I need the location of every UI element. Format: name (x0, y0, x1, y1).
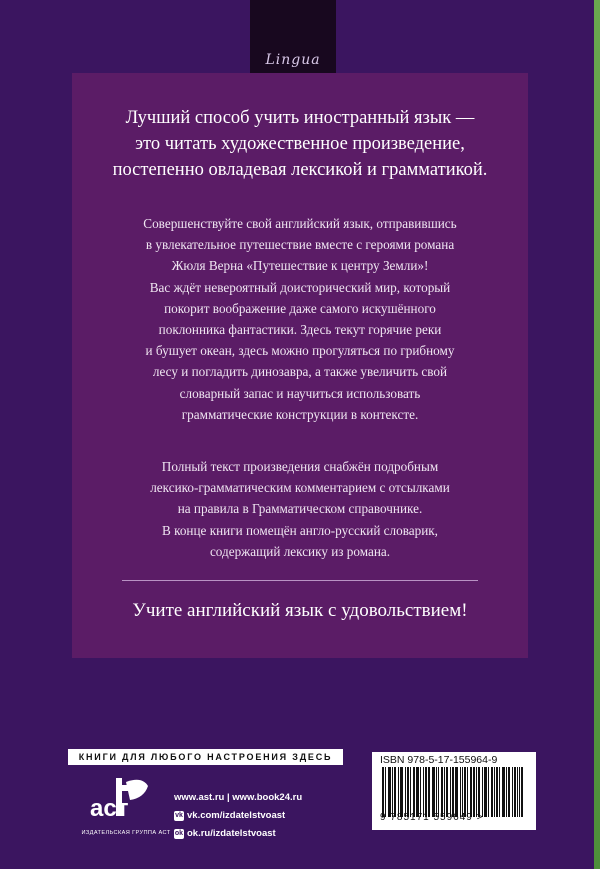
barcode-bar (464, 767, 465, 817)
divider (122, 580, 478, 581)
body-line: Вас ждёт невероятный доисторический мир, который (149, 279, 451, 295)
barcode-bar (410, 767, 411, 817)
barcode-bar (506, 767, 507, 817)
barcode-bar (432, 767, 433, 817)
barcode-bar (467, 767, 468, 817)
barcode-bar (473, 767, 474, 817)
vk-icon: vk (175, 812, 183, 819)
barcode-bar (482, 767, 483, 817)
barcode-bar (515, 767, 516, 817)
barcode-bar (414, 767, 415, 817)
body-line: Полный текст произведения снабжён подробным (161, 459, 439, 474)
description-paragraph-2 (0, 456, 600, 562)
barcode-bar (517, 767, 518, 817)
barcode-icon (382, 767, 524, 817)
barcode-bar (492, 767, 493, 817)
body-line: и бушует океан, здесь можно прогуляться по грибному (145, 343, 455, 359)
barcode-bar (428, 767, 429, 817)
barcode-bar (401, 767, 402, 817)
barcode-bar (494, 767, 495, 817)
barcode-bar (429, 767, 430, 817)
barcode-bar (509, 767, 510, 817)
body-line: лесу и погладить динозавра, а также увеличить свой (152, 364, 448, 380)
barcode-bar (436, 767, 437, 817)
barcode-bar (416, 767, 417, 817)
barcode-bar (474, 767, 475, 817)
barcode-bar (470, 767, 471, 817)
slogan-strip: КНИГИ ДЛЯ ЛЮБОГО НАСТРОЕНИЯ ЗДЕСЬ (68, 749, 343, 765)
barcode-bar (394, 767, 395, 817)
barcode-bar (512, 767, 513, 817)
lead-line: это читать художественное произведение, (135, 134, 465, 154)
barcode-bar (508, 767, 509, 817)
barcode-bar (486, 767, 487, 817)
barcode-bar (514, 767, 515, 817)
barcode-bar (408, 767, 409, 817)
barcode-bar (395, 767, 396, 817)
barcode-bar (462, 767, 463, 817)
tagline: Учите английский язык с удовольствием! (132, 600, 468, 621)
barcode-bar (504, 767, 505, 817)
body-line: поклонника фантастики. Здесь текут горячие реки (158, 322, 442, 338)
body-line: Жюля Верна «Путешествие к центру Земли»! (171, 258, 429, 274)
barcode-bar (389, 767, 390, 817)
barcode-bar (398, 767, 399, 817)
body-line: грамматические конструкции в контексте. (181, 406, 419, 422)
barcode-bar (413, 767, 414, 817)
lead-text (0, 105, 600, 183)
barcode-bar (446, 767, 447, 817)
description-paragraph-1 (0, 213, 600, 425)
barcode-bar (418, 767, 419, 817)
barcode-bar (423, 767, 424, 817)
barcode-bar (425, 767, 426, 817)
ok-link[interactable]: ok ok.ru/izdatelstvoast (174, 828, 276, 839)
barcode-bar (455, 767, 456, 817)
barcode-bar (444, 767, 445, 817)
barcode-bar (407, 767, 408, 817)
barcode-bar (478, 767, 479, 817)
barcode-bar (392, 767, 393, 817)
barcode-bar (499, 767, 500, 817)
barcode-bar (426, 767, 427, 817)
isbn-label: ISBN 978-5-17-155964-9 (380, 754, 498, 766)
barcode-bar (521, 767, 522, 817)
barcode-bar (465, 767, 466, 817)
ast-logo-icon (86, 776, 156, 826)
barcode-bar (497, 767, 498, 817)
barcode-bar (484, 767, 485, 817)
body-line: покорит воображение даже самого искушённого (164, 300, 436, 316)
barcode-bar (438, 767, 439, 817)
body-line: В конце книги помещён англо-русский словарик, (162, 522, 438, 538)
barcode-bar (519, 767, 520, 817)
barcode-bar (485, 767, 486, 817)
barcode-bar (476, 767, 477, 817)
barcode-bar (491, 767, 492, 817)
barcode-bar (460, 767, 461, 817)
barcode-bar (522, 767, 523, 817)
barcode-digits: 9 785171 559649 > (380, 812, 484, 823)
barcode-bar (385, 767, 386, 817)
barcode-bar (405, 767, 406, 817)
barcode-bar (420, 767, 421, 817)
barcode-bar (496, 767, 497, 817)
barcode-bar (471, 767, 472, 817)
barcode-bar (434, 767, 435, 817)
lead-line: Лучший способ учить иностранный язык — (125, 108, 475, 128)
body-line: на правила в Грамматическом справочнике. (177, 501, 423, 517)
barcode-bar (447, 767, 448, 817)
barcode-bar (382, 767, 383, 817)
barcode-bar (390, 767, 391, 817)
imprint-label: ИЗДАТЕЛЬСКАЯ ГРУППА АСТ (81, 830, 171, 836)
barcode-bar (502, 767, 503, 817)
barcode-bar (442, 767, 443, 817)
barcode-bar (402, 767, 403, 817)
site-link[interactable]: www.ast.ru | www.book24.ru (174, 792, 303, 803)
vk-link[interactable]: vk vk.com/izdatelstvoast (175, 810, 286, 821)
barcode-bar (383, 767, 384, 817)
body-line: словарный запас и научиться использовать (179, 385, 421, 401)
barcode-bar (479, 767, 480, 817)
ok-icon: ok (174, 830, 184, 837)
body-line: Совершенствуйте свой английский язык, отправившись (143, 216, 457, 231)
body-line: содержащий лексику из романа. (209, 543, 391, 559)
barcode-bar (450, 767, 451, 817)
body-line: в увлекательное путешествие вместе с героями романа (145, 237, 455, 253)
barcode-bar (503, 767, 504, 817)
ast-logo-text: аст (90, 795, 129, 822)
barcode-bar (388, 767, 389, 817)
barcode-bar (488, 767, 489, 817)
barcode-bar (433, 767, 434, 817)
barcode-bar (456, 767, 457, 817)
barcode-bar (417, 767, 418, 817)
publisher-links (174, 790, 302, 844)
lead-line: постепенно овладевая лексикой и грамматикой. (112, 160, 488, 180)
barcode-bar (400, 767, 401, 817)
body-line: лексико-грамматическим комментарием с отсылками (150, 480, 450, 496)
barcode-bar (452, 767, 453, 817)
barcode-bar (457, 767, 458, 817)
barcode-bar (453, 767, 454, 817)
barcode-bar (441, 767, 442, 817)
series-logo-text: Lingua (265, 52, 321, 68)
